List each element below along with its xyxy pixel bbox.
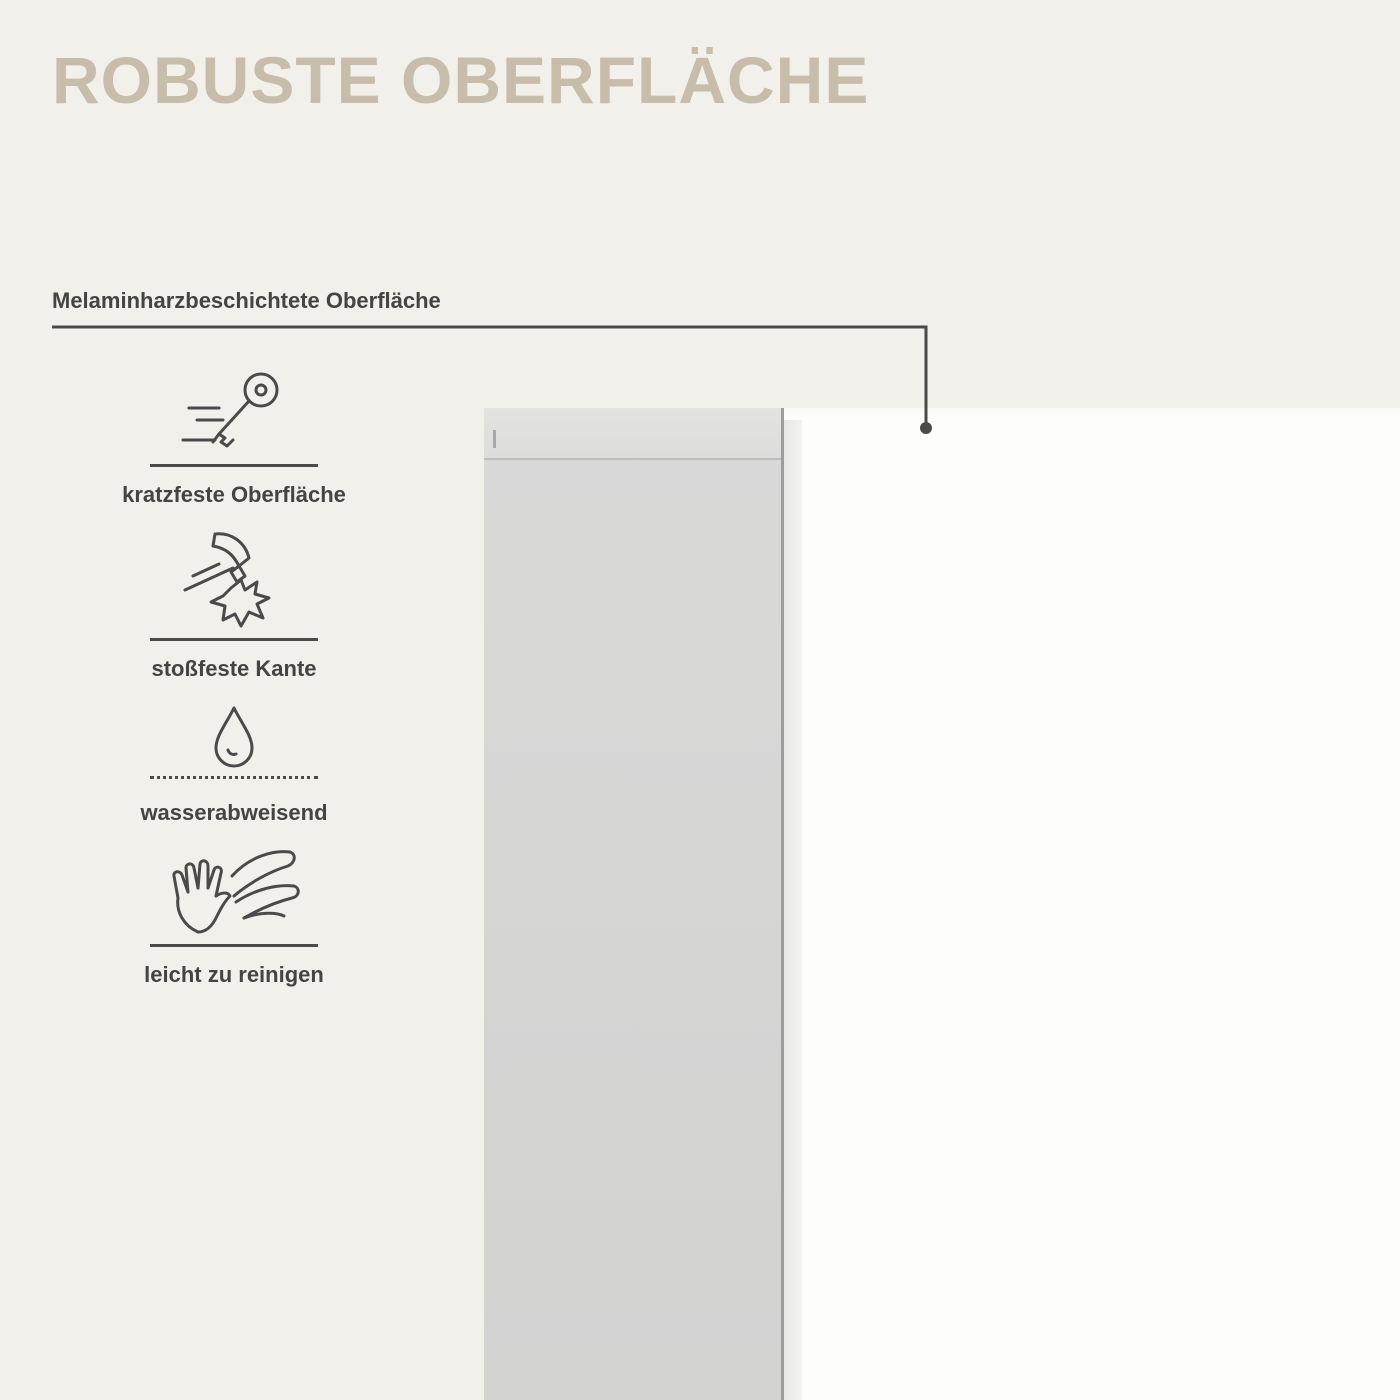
feature-water [140, 704, 328, 825]
water-drop-icon [204, 704, 264, 768]
feature-label: wasserabweisend [140, 800, 328, 825]
key-scratch-icon [179, 366, 289, 452]
callout-dot [920, 422, 932, 434]
feature-rule [150, 638, 318, 641]
feature-scratch [122, 366, 346, 507]
feature-label: stoßfeste Kante [151, 656, 317, 681]
hand-wiping-icon [164, 846, 304, 938]
feature-label: kratzfeste Oberfläche [122, 482, 346, 507]
feature-impact [150, 528, 318, 681]
hammer-impact-icon [179, 528, 289, 628]
page-title: ROBUSTE OBERFLÄCHE [52, 43, 870, 117]
feature-rule [150, 944, 318, 947]
feature-rule [150, 776, 318, 779]
callout-label: Melaminharzbeschichtete Oberfläche [52, 288, 441, 313]
feature-clean [144, 846, 324, 987]
feature-label: leicht zu reinigen [144, 962, 324, 987]
feature-rule [150, 464, 318, 467]
